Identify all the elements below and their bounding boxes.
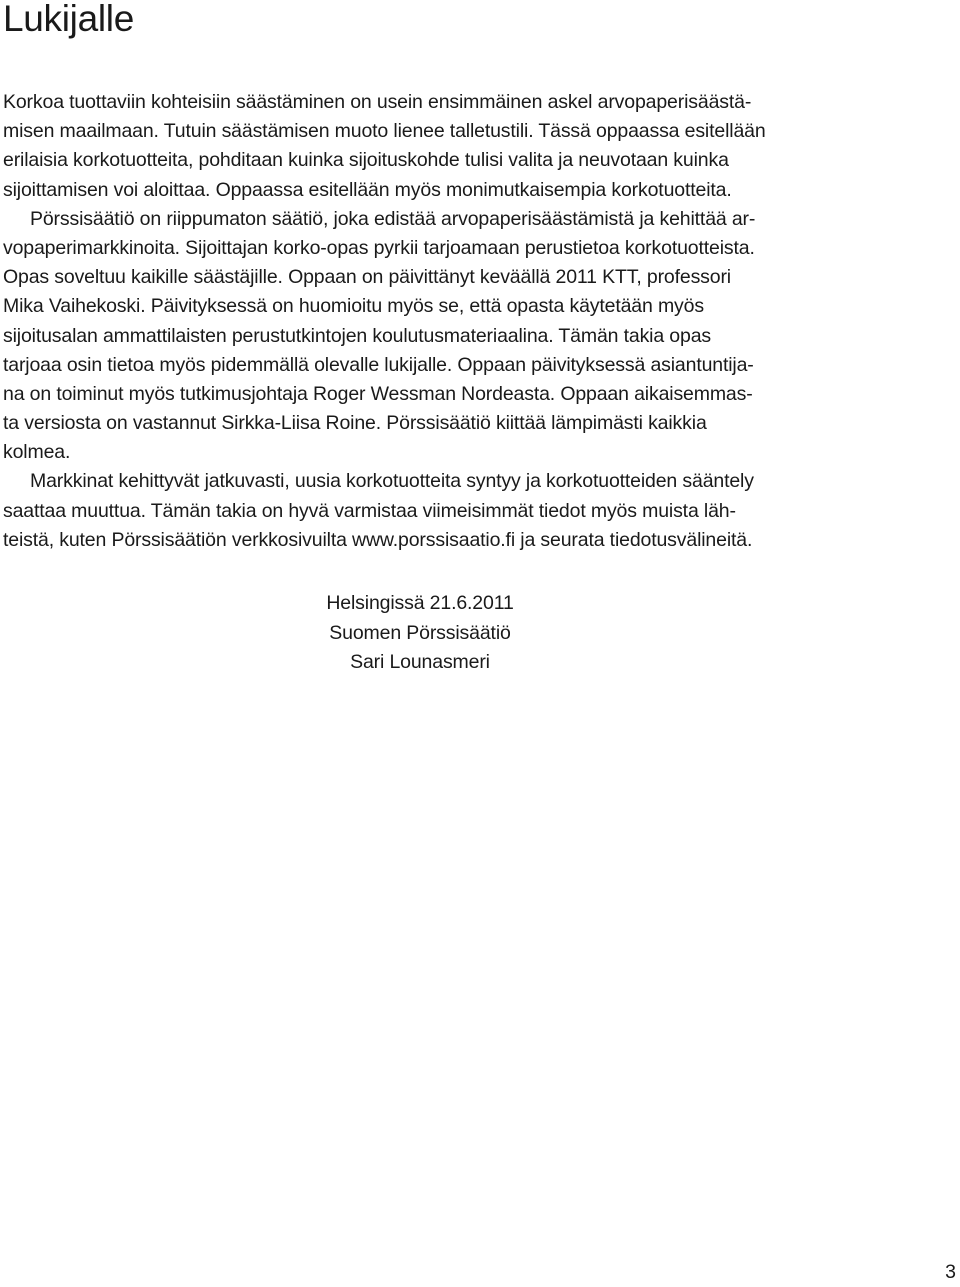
page-number: 3: [945, 1261, 956, 1283]
signature-block: [0, 589, 840, 678]
signature-place-date: Helsingissä 21.6.2011: [326, 592, 514, 614]
signature-name: Sari Lounasmeri: [350, 651, 490, 673]
text-line: Markkinat kehittyvät jatkuvasti, uusia korkotuotteita syntyy ja korkotuotteiden sääntely: [30, 470, 754, 493]
text-line: misen maailmaan. Tutuin säästämisen muoto lienee talletustili. Tässä oppaassa esitellään: [3, 120, 766, 143]
text-line: Mika Vaihekoski. Päivityksessä on huomioitu myös se, että opasta käytetään myös: [3, 295, 704, 318]
page-title: Lukijalle: [3, 0, 134, 39]
body-text: [3, 88, 953, 555]
text-line: saattaa muuttua. Tämän takia on hyvä varmistaa viimeisimmät tiedot myös muista läh-: [3, 499, 736, 522]
text-line: Pörssisäätiö on riippumaton säätiö, joka edistää arvopaperisäästämistä ja kehittää ar-: [30, 207, 756, 230]
text-line: tarjoaa osin tietoa myös pidemmällä olevalle lukijalle. Oppaan päivityksessä asiantuntija-: [3, 353, 754, 376]
text-line: Opas soveltuu kaikille säästäjille. Oppaan on päivittänyt keväällä 2011 KTT, professori: [3, 266, 731, 289]
signature-organization: Suomen Pörssisäätiö: [329, 621, 511, 644]
text-line: ta versiosta on vastannut Sirkka-Liisa Roine. Pörssisäätiö kiittää lämpimästi kaikkia: [3, 412, 707, 435]
text-line: na on toiminut myös tutkimusjohtaja Roger Wessman Nordeasta. Oppaan aikaisemmas-: [3, 382, 753, 405]
text-line: sijoitusalan ammattilaisten perustutkintojen koulutusmateriaalina. Tämän takia opas: [3, 324, 711, 347]
text-line: teistä, kuten Pörssisäätiön verkkosivuilta www.porssisaatio.fi ja seurata tiedotusvälineitä.: [3, 528, 753, 551]
text-line: vopaperimarkkinoita. Sijoittajan korko-opas pyrkii tarjoamaan perustietoa korkotuotteista.: [3, 236, 755, 259]
text-line: erilaisia korkotuotteita, pohditaan kuinka sijoituskohde tulisi valita ja neuvotaan kuinka: [3, 149, 729, 172]
text-line: sijoittamisen voi aloittaa. Oppaassa esitellään myös monimutkaisempia korkotuotteita.: [3, 178, 732, 201]
text-line: Korkoa tuottaviin kohteisiin säästäminen on usein ensimmäinen askel arvopaperisäästä-: [3, 91, 752, 113]
text-line: kolmea.: [3, 441, 71, 464]
